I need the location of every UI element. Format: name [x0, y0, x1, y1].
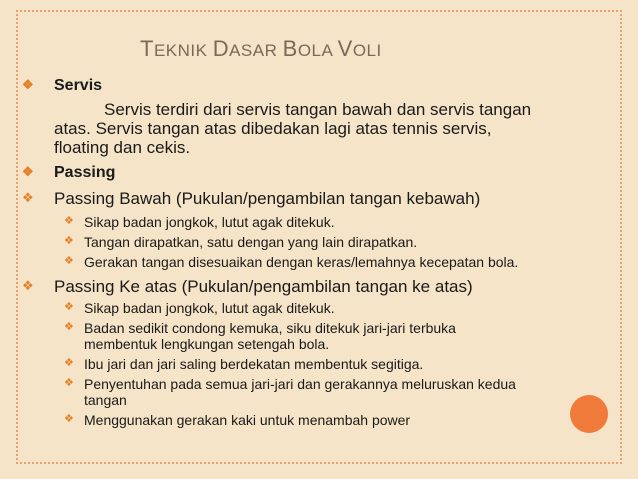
sub-bullet: ❖ Sikap badan jongkok, lutut agak ditekuk. [64, 214, 335, 230]
diamond-bullet-icon: ❖ [64, 413, 74, 425]
diamond-bullet-icon: ❖ [64, 235, 74, 247]
diamond-bullet-icon: ❖ [22, 77, 34, 92]
orange-circle-decoration [570, 395, 608, 433]
dotted-border-top [16, 10, 622, 12]
diamond-bullet-icon: ❖ [64, 321, 74, 333]
sub-bullet: ❖ Tangan dirapatkan, satu dengan yang lain dirapatkan. [64, 234, 418, 250]
sub-bullet: ❖ Ibu jari dan jari saling berdekatan membentuk segitiga. [64, 356, 424, 372]
dotted-border-right [620, 10, 622, 464]
diamond-bullet-icon: ❖ [64, 357, 74, 369]
diamond-bullet-icon: ❖ [64, 215, 74, 227]
dotted-border-bottom [16, 462, 622, 464]
dotted-border-left [16, 10, 18, 464]
servis-paragraph: Servis terdiri dari servis tangan bawah dan servis tangan atas. Servis tangan atas dibedakan lagi atas tennis servis, floating dan cekis. [54, 100, 532, 157]
diamond-bullet-icon: ❖ [22, 190, 34, 205]
sub-bullet: ❖ Penyentuhan pada semua jari-jari dan gerakannya meluruskan kedua tangan [64, 376, 516, 408]
slide-title: TEKNIK DASAR BOLA VOLI [140, 36, 382, 61]
sub-bullet: ❖ Sikap badan jongkok, lutut agak ditekuk. [64, 300, 335, 316]
slide-content [22, 76, 612, 428]
sub-bullet: ❖ Menggunakan gerakan kaki untuk menambah power [64, 412, 411, 428]
bullet-passing: ❖ Passing [22, 164, 116, 181]
sub-bullet: ❖ Badan sedikit condong kemuka, siku ditekuk jari-jari terbuka membentuk lengkungan setengah bola. [64, 320, 456, 352]
diamond-bullet-icon: ❖ [22, 164, 34, 179]
bullet-passing-atas: ❖ Passing Ke atas (Pukulan/pengambilan tangan ke atas) [22, 277, 473, 296]
bullet-servis: ❖ Servis [22, 77, 103, 94]
diamond-bullet-icon: ❖ [64, 377, 74, 389]
sub-bullet: ❖ Gerakan tangan disesuaikan dengan keras/lemahnya kecepatan bola. [64, 254, 519, 270]
diamond-bullet-icon: ❖ [22, 278, 34, 293]
diamond-bullet-icon: ❖ [64, 255, 74, 267]
diamond-bullet-icon: ❖ [64, 301, 74, 313]
bullet-passing-bawah: ❖ Passing Bawah (Pukulan/pengambilan tangan kebawah) [22, 189, 481, 208]
